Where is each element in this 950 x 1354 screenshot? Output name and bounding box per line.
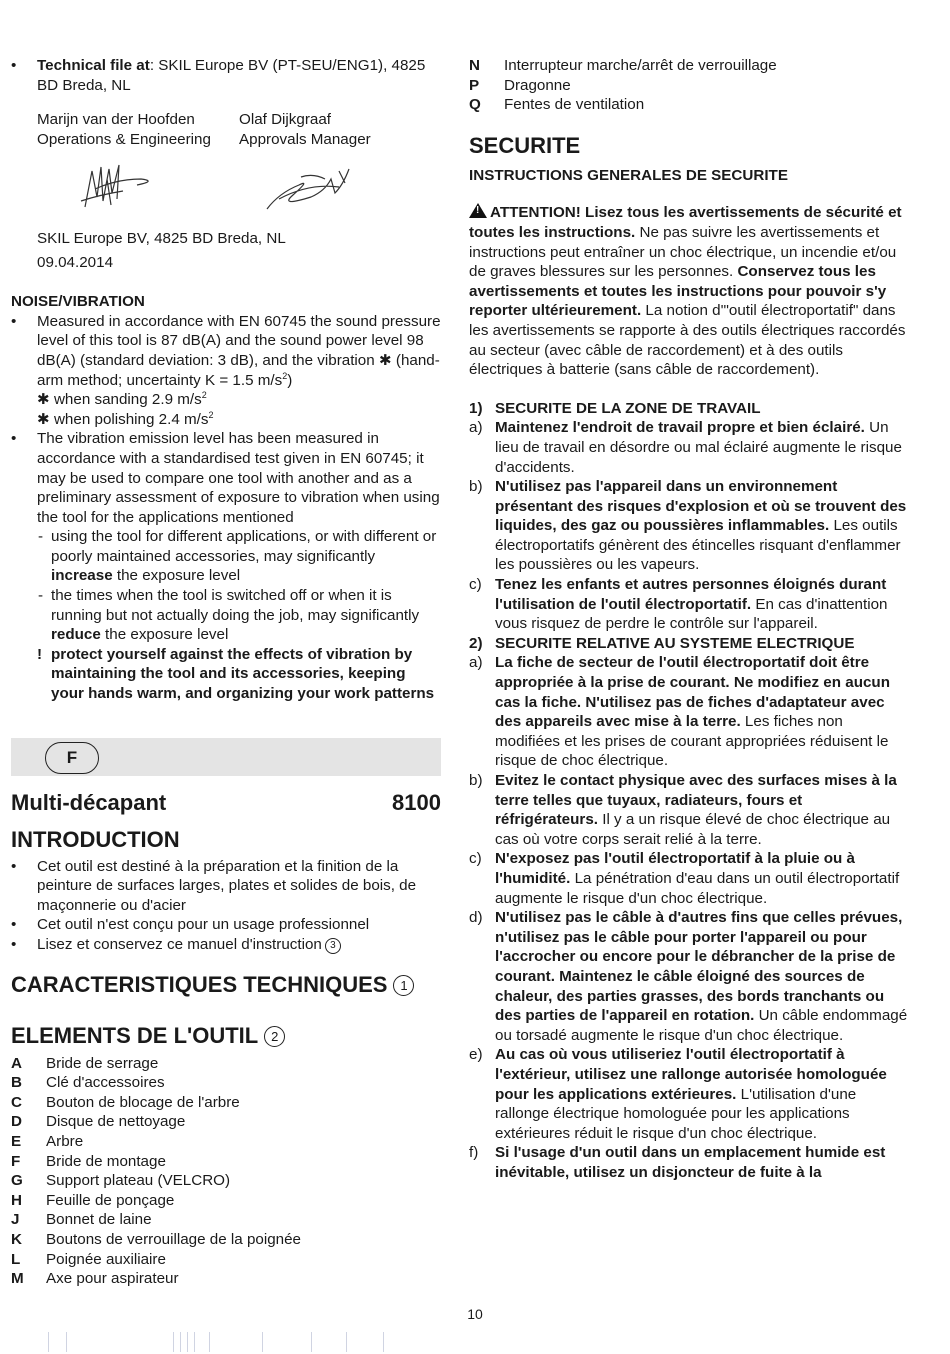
print-marks	[0, 1332, 950, 1354]
element-label: Arbre	[46, 1132, 84, 1150]
introduction-heading: INTRODUCTION	[11, 826, 180, 852]
list-item	[469, 477, 909, 575]
item-key: d)	[469, 909, 483, 927]
technical-data-title: CARACTERISTIQUES TECHNIQUES	[11, 971, 388, 997]
list-item	[469, 771, 909, 849]
element-label: Bouton de blocage de l'arbre	[46, 1093, 240, 1111]
signatory-2-name: Olaf Dijkgraaf	[239, 111, 332, 129]
warning-triangle-icon	[469, 203, 487, 218]
intro-item-1: • Cet outil est destiné à la préparation et la finition de la peinture de surfaces larges, plates et solides de bois, de maçonnerie ou d'acier	[11, 857, 441, 916]
element-key: B	[11, 1074, 22, 1092]
list-item	[11, 1269, 441, 1289]
product-title-row	[11, 790, 441, 816]
item-bold: N'exposez pas l'outil électroportatif à la pluie ou à l'humidité.	[495, 850, 855, 887]
technical-file-item	[11, 56, 441, 95]
list-item	[11, 1250, 441, 1270]
section-2-heading	[469, 634, 909, 654]
item-text: Il y a un risque élevé de choc électrique au cas où votre corps serait relié à la terre.	[495, 811, 891, 848]
element-label: Fentes de ventilation	[504, 96, 645, 114]
item-bold: N'utilisez pas l'appareil dans un environnement présentant des risques d'explosion et où se trouvent des liquides, des gaz ou poussières inflammables.	[495, 478, 907, 535]
list-item	[469, 653, 909, 771]
vibration-dash-2-text: the times when the tool is switched off or when it is running but not actually doing the job, may significantly	[51, 587, 420, 624]
list-item	[469, 418, 909, 477]
list-item	[11, 1210, 441, 1230]
securite-heading: SECURITE	[469, 132, 581, 158]
list-item	[11, 1093, 441, 1113]
section-2-title: SECURITE RELATIVE AU SYSTEME ELECTRIQUE	[495, 634, 855, 652]
element-key: H	[11, 1191, 22, 1209]
list-item	[469, 56, 909, 76]
sanding-value	[37, 390, 441, 410]
signatory-1-role: Operations & Engineering	[37, 130, 211, 148]
tool-elements-heading	[11, 1023, 441, 1049]
general-safety-heading: INSTRUCTIONS GENERALES DE SECURITE	[469, 166, 788, 184]
sanding-sup: 2	[201, 390, 207, 401]
element-key: J	[11, 1211, 20, 1229]
item-bold: N'utilisez pas le câble à d'autres fins que celles prévues, n'utilisez pas le câble pour porter l'appareil ou pour l'accrocher ou encore pour le débrancher de la prise de courant. Maintenez le câble éloigné des sources de chaleur, des parties grasses, des bords tranchants ou des parties de l'appareil en rotation.	[495, 909, 903, 1025]
tool-elements-title: ELEMENTS DE L'OUTIL	[11, 1022, 259, 1048]
figure-ref-3: 3	[325, 938, 341, 954]
element-label: Disque de nettoyage	[46, 1113, 186, 1131]
asterisk-icon: ✱	[37, 391, 50, 409]
list-item	[469, 849, 909, 908]
list-item	[11, 1112, 441, 1132]
item-bold: Tenez les enfants et autres personnes éloignés durant l'utilisation de l'outil électroportatif.	[495, 576, 887, 613]
section-2-number: 2)	[469, 634, 483, 652]
item-text: L'utilisation d'une rallonge électrique homologuée pour les applications extérieures réduit le risque d'un choc électrique.	[495, 1085, 857, 1142]
list-item	[11, 1230, 441, 1250]
item-text: La pénétration d'eau dans un outil électroportatif augmente le risque d'un choc électrique.	[495, 869, 900, 907]
element-label: Clé d'accessoires	[46, 1074, 165, 1092]
element-key: P	[469, 76, 480, 94]
item-bold: Si l'usage d'un outil dans un emplacement humide est inévitable, utilisez un disjoncteur de fuite à la	[495, 1144, 886, 1181]
element-key: E	[11, 1132, 22, 1150]
attention-paragraph	[469, 203, 909, 379]
item-text: Les fiches non modifiées et les prises de courant appropriées réduisent le risque de choc électrique.	[495, 713, 889, 770]
item-text: Un câble endommagé ou torsadé augmente le risque d'un choc électrique.	[495, 1007, 908, 1044]
intro-item-3	[11, 935, 441, 955]
item-key: e)	[469, 1046, 483, 1064]
element-key: D	[11, 1113, 22, 1131]
technical-data-heading	[11, 972, 441, 998]
product-name: Multi-décapant	[11, 789, 167, 815]
figure-ref-2: 2	[264, 1026, 285, 1047]
vibration-dash-2-bold: reduce	[51, 626, 101, 644]
attention-bold-1: ATTENTION! Lisez tous les avertissements de sécurité et toutes les instructions.	[469, 204, 902, 241]
list-item	[11, 1054, 441, 1074]
item-key: b)	[469, 772, 483, 789]
tool-elements-list	[11, 1054, 441, 1289]
list-item	[469, 76, 909, 96]
language-badge: F	[45, 742, 99, 774]
element-key: L	[11, 1250, 21, 1268]
intro-item-2: • Cet outil n'est conçu pour un usage professionnel	[11, 915, 441, 935]
element-label: Feuille de ponçage	[46, 1191, 175, 1209]
item-text: Les outils électroportatifs génèrent des étincelles risquant d'enflammer les poussières ou les vapeurs.	[495, 517, 901, 574]
item-key: c)	[469, 850, 482, 868]
list-item	[469, 1143, 909, 1182]
section-1-number: 1)	[469, 399, 483, 417]
element-label: Support plateau (VELCRO)	[46, 1172, 231, 1190]
declaration-date: 09.04.2014	[37, 253, 114, 271]
noise-item-2: • The vibration emission level has been measured in accordance with a standardised test given in EN 60745; it may be used to compare one tool with another and as a preliminary assessment of exposure to vibration when using the tool for the applications mentioned	[11, 429, 441, 527]
item-text: Un lieu de travail en désordre ou mal éclairé augmente le risque d'accidents.	[495, 419, 902, 476]
noise-vibration-heading: NOISE/VIBRATION	[11, 293, 145, 311]
left-column	[11, 56, 441, 1289]
vibration-dash-1-text: using the tool for different applications, or with different or poorly maintained accessories, may significantly	[51, 528, 437, 565]
item-key: a)	[469, 654, 483, 672]
asterisk-icon: ✱	[37, 410, 50, 428]
page-number: 10	[467, 1306, 483, 1322]
technical-file-label: Technical file at	[37, 57, 150, 74]
vibration-dash-1	[11, 527, 441, 586]
product-number: 8100	[392, 789, 441, 815]
polishing-text: when polishing 2.4 m/s	[53, 410, 209, 428]
element-key: G	[11, 1172, 23, 1190]
signatory-1	[37, 110, 239, 225]
polishing-value	[37, 410, 441, 430]
tool-elements-list-cont	[469, 56, 909, 115]
element-label: Axe pour aspirateur	[46, 1270, 179, 1288]
element-label: Poignée auxiliaire	[46, 1250, 166, 1268]
language-bar	[11, 738, 441, 776]
company-line: SKIL Europe BV, 4825 BD Breda, NL	[37, 229, 286, 247]
signatory-2	[239, 110, 441, 225]
intro-item-3-text: Lisez et conservez ce manuel d'instruction	[37, 936, 322, 953]
item-text: En cas d'inattention vous risquez de perdre le contrôle sur l'appareil.	[495, 595, 888, 633]
list-item	[11, 1132, 441, 1152]
list-item	[11, 1073, 441, 1093]
noise-item-1-sup: 2	[282, 370, 288, 381]
item-key: c)	[469, 576, 482, 594]
list-item	[11, 1152, 441, 1172]
element-label: Bride de serrage	[46, 1054, 159, 1072]
signatory-2-role: Approvals Manager	[239, 130, 371, 148]
list-item	[469, 95, 909, 115]
item-bold: Maintenez l'endroit de travail propre et bien éclairé.	[495, 419, 865, 437]
attention-text-1: Ne pas suivre les avertissements et instructions peut entraîner un choc électrique, un incendie et/ou de graves blessures sur les personnes.	[469, 223, 897, 281]
element-key: C	[11, 1093, 22, 1111]
noise-item-1	[11, 312, 441, 430]
element-key: A	[11, 1054, 22, 1072]
element-key: K	[11, 1230, 22, 1248]
signature-1-image	[37, 149, 157, 219]
polishing-sup: 2	[208, 409, 214, 420]
element-key: F	[11, 1152, 21, 1170]
signature-2-image	[239, 149, 359, 219]
item-key: b)	[469, 478, 483, 496]
item-bold: Au cas où vous utiliseriez l'outil électroportatif à l'extérieur, utilisez une rallonge autorisée homologuée pour les applications extérieures.	[495, 1046, 887, 1103]
exclamation-icon: !	[37, 645, 43, 663]
vibration-dash-2	[11, 586, 441, 645]
asterisk-icon: ✱	[378, 351, 392, 369]
attention-bold-2: Conservez tous les avertissements et toutes les instructions pour pouvoir s'y reporter ultérieurement.	[469, 263, 887, 320]
element-label: Bride de montage	[46, 1152, 166, 1170]
list-item	[469, 575, 909, 634]
element-key: Q	[469, 96, 481, 114]
element-label: Boutons de verrouillage de la poignée	[46, 1230, 301, 1248]
section-1-heading	[469, 399, 909, 419]
sanding-text: when sanding 2.9 m/s	[53, 391, 202, 409]
list-item	[469, 1045, 909, 1143]
vibration-dash-1-bold: increase	[51, 567, 113, 585]
technical-file-text: : SKIL Europe BV (PT-SEU/ENG1), 4825 BD Breda, NL	[37, 57, 426, 94]
vibration-dash-1-end: the exposure level	[116, 567, 241, 585]
noise-item-1-tail: (hand-arm method; uncertainty K = 1.5 m/s	[37, 351, 440, 389]
list-item	[469, 908, 909, 1045]
attention-text-2: La notion d'"outil électroportatif" dans les avertissements se rapporte à des outils électriques raccordés au secteur (avec câble de raccordement) et à des outils électriques à batterie (sans câble de raccordement).	[469, 302, 906, 379]
item-bold: La fiche de secteur de l'outil électroportatif doit être appropriée à la prise de courant. Ne modifiez en aucun cas la fiche. N'utilisez pas de fiches d'adaptateur avec des appareils avec mise à la terre.	[495, 654, 890, 731]
vibration-warning-text: protect yourself against the effects of vibration by maintaining the tool and its accessories, keeping your hands warm, and organizing your work patterns	[51, 645, 435, 703]
element-label: Bonnet de laine	[46, 1211, 152, 1229]
element-key: M	[11, 1270, 24, 1288]
element-label: Interrupteur marche/arrêt de verrouillage	[504, 57, 777, 74]
element-label: Dragonne	[504, 76, 571, 94]
list-item	[11, 1191, 441, 1211]
vibration-dash-2-end: the exposure level	[105, 626, 229, 644]
noise-item-1-end: )	[287, 371, 293, 389]
figure-ref-1: 1	[393, 975, 414, 996]
noise-item-1-text: Measured in accordance with EN 60745 the sound pressure level of this tool is 87 dB(A) and the sound power level 98 dB(A) (standard deviation: 3 dB), and the vibration	[37, 312, 441, 369]
right-column	[469, 56, 909, 1182]
signatory-1-name: Marijn van der Hoofden	[37, 111, 195, 129]
item-bold: Evitez le contact physique avec des surfaces mises à la terre telles que tuyaux, radiateurs, fours et réfrigérateurs.	[495, 772, 897, 829]
section-1-title: SECURITE DE LA ZONE DE TRAVAIL	[495, 399, 761, 417]
vibration-warning	[11, 645, 441, 704]
item-key: a)	[469, 419, 483, 437]
item-key: f)	[469, 1144, 479, 1162]
element-key: N	[469, 57, 480, 74]
signatories	[11, 110, 441, 225]
list-item	[11, 1171, 441, 1191]
